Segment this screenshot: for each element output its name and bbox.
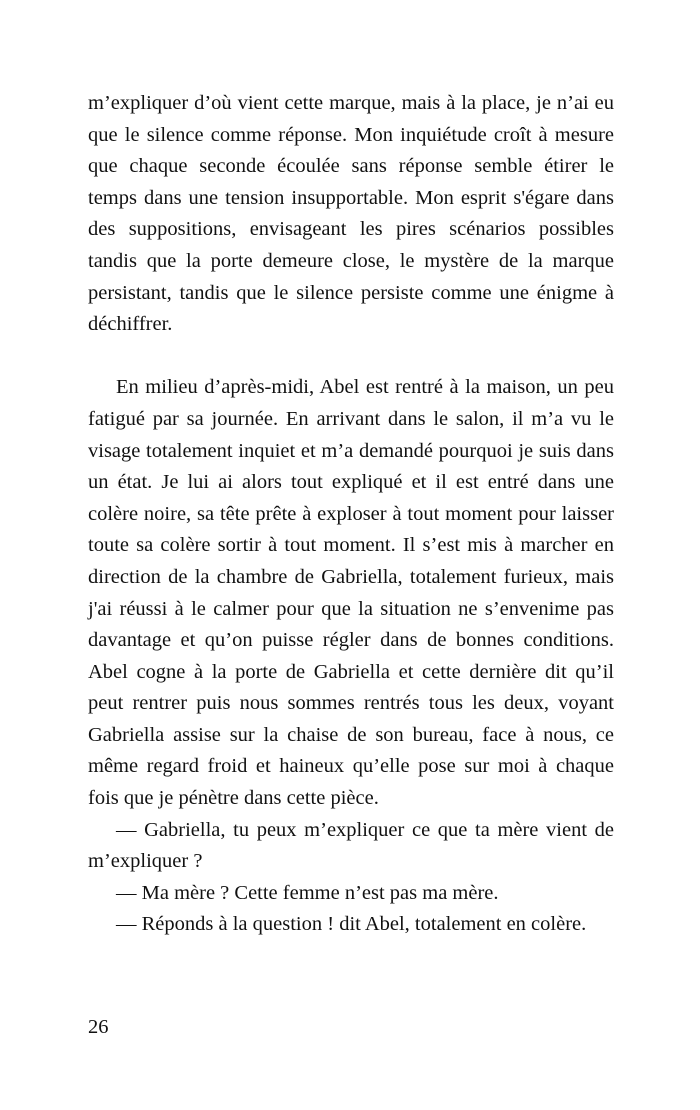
book-page bbox=[88, 88, 614, 1028]
dialogue-line: — Ma mère ? Cette femme n’est pas ma mère. bbox=[116, 881, 499, 904]
page-body bbox=[88, 88, 614, 941]
paragraph-continued: m’expliquer d’où vient cette marque, mais à la place, je n’ai eu que le silence comme réponse. Mon inquiétude croît à mesure que chaque seconde écoulée sans réponse semble étirer le temps dans une tension insupportable. Mon esprit s'égare dans des suppositions, envisageant les pires scénarios possibles tandis que la porte demeure close, le mystère de la marque persistant, tandis que le silence persiste comme une énigme à déchiffrer. bbox=[88, 92, 614, 336]
dialogue-line: — Réponds à la question ! dit Abel, totalement en colère. bbox=[116, 913, 587, 936]
dialogue-line: — Gabriella, tu peux m’expliquer ce que ta mère vient de m’expliquer ? bbox=[88, 818, 614, 873]
paragraph-gap bbox=[88, 341, 614, 373]
paragraph: En milieu d’après-midi, Abel est rentré à la maison, un peu fatigué par sa journée. En arrivant dans le salon, il m’a vu le visage totalement inquiet et m’a demandé pourquoi je suis dans un état. Je lui ai alors tout expliqué et il est entré dans une colère noire, sa tête prête à exploser à tout moment pour laisser toute sa colère sortir à tout moment. Il s’est mis à marcher en direction de la chambre de Gabriella, totalement furieux, mais j'ai réussi à le calmer pour que la situation ne s’envenime pas davantage et qu’on puisse régler dans de bonnes conditions. Abel cogne à la porte de Gabriella et cette dernière dit qu’il peut rentrer puis nous sommes rentrés tous les deux, voyant Gabriella assise sur la chaise de son bureau, face à nous, ce même regard froid et haineux qu’elle pose sur moi à chaque fois que je pénètre dans cette pièce. bbox=[88, 376, 614, 810]
page-number: 26 bbox=[88, 1016, 109, 1038]
